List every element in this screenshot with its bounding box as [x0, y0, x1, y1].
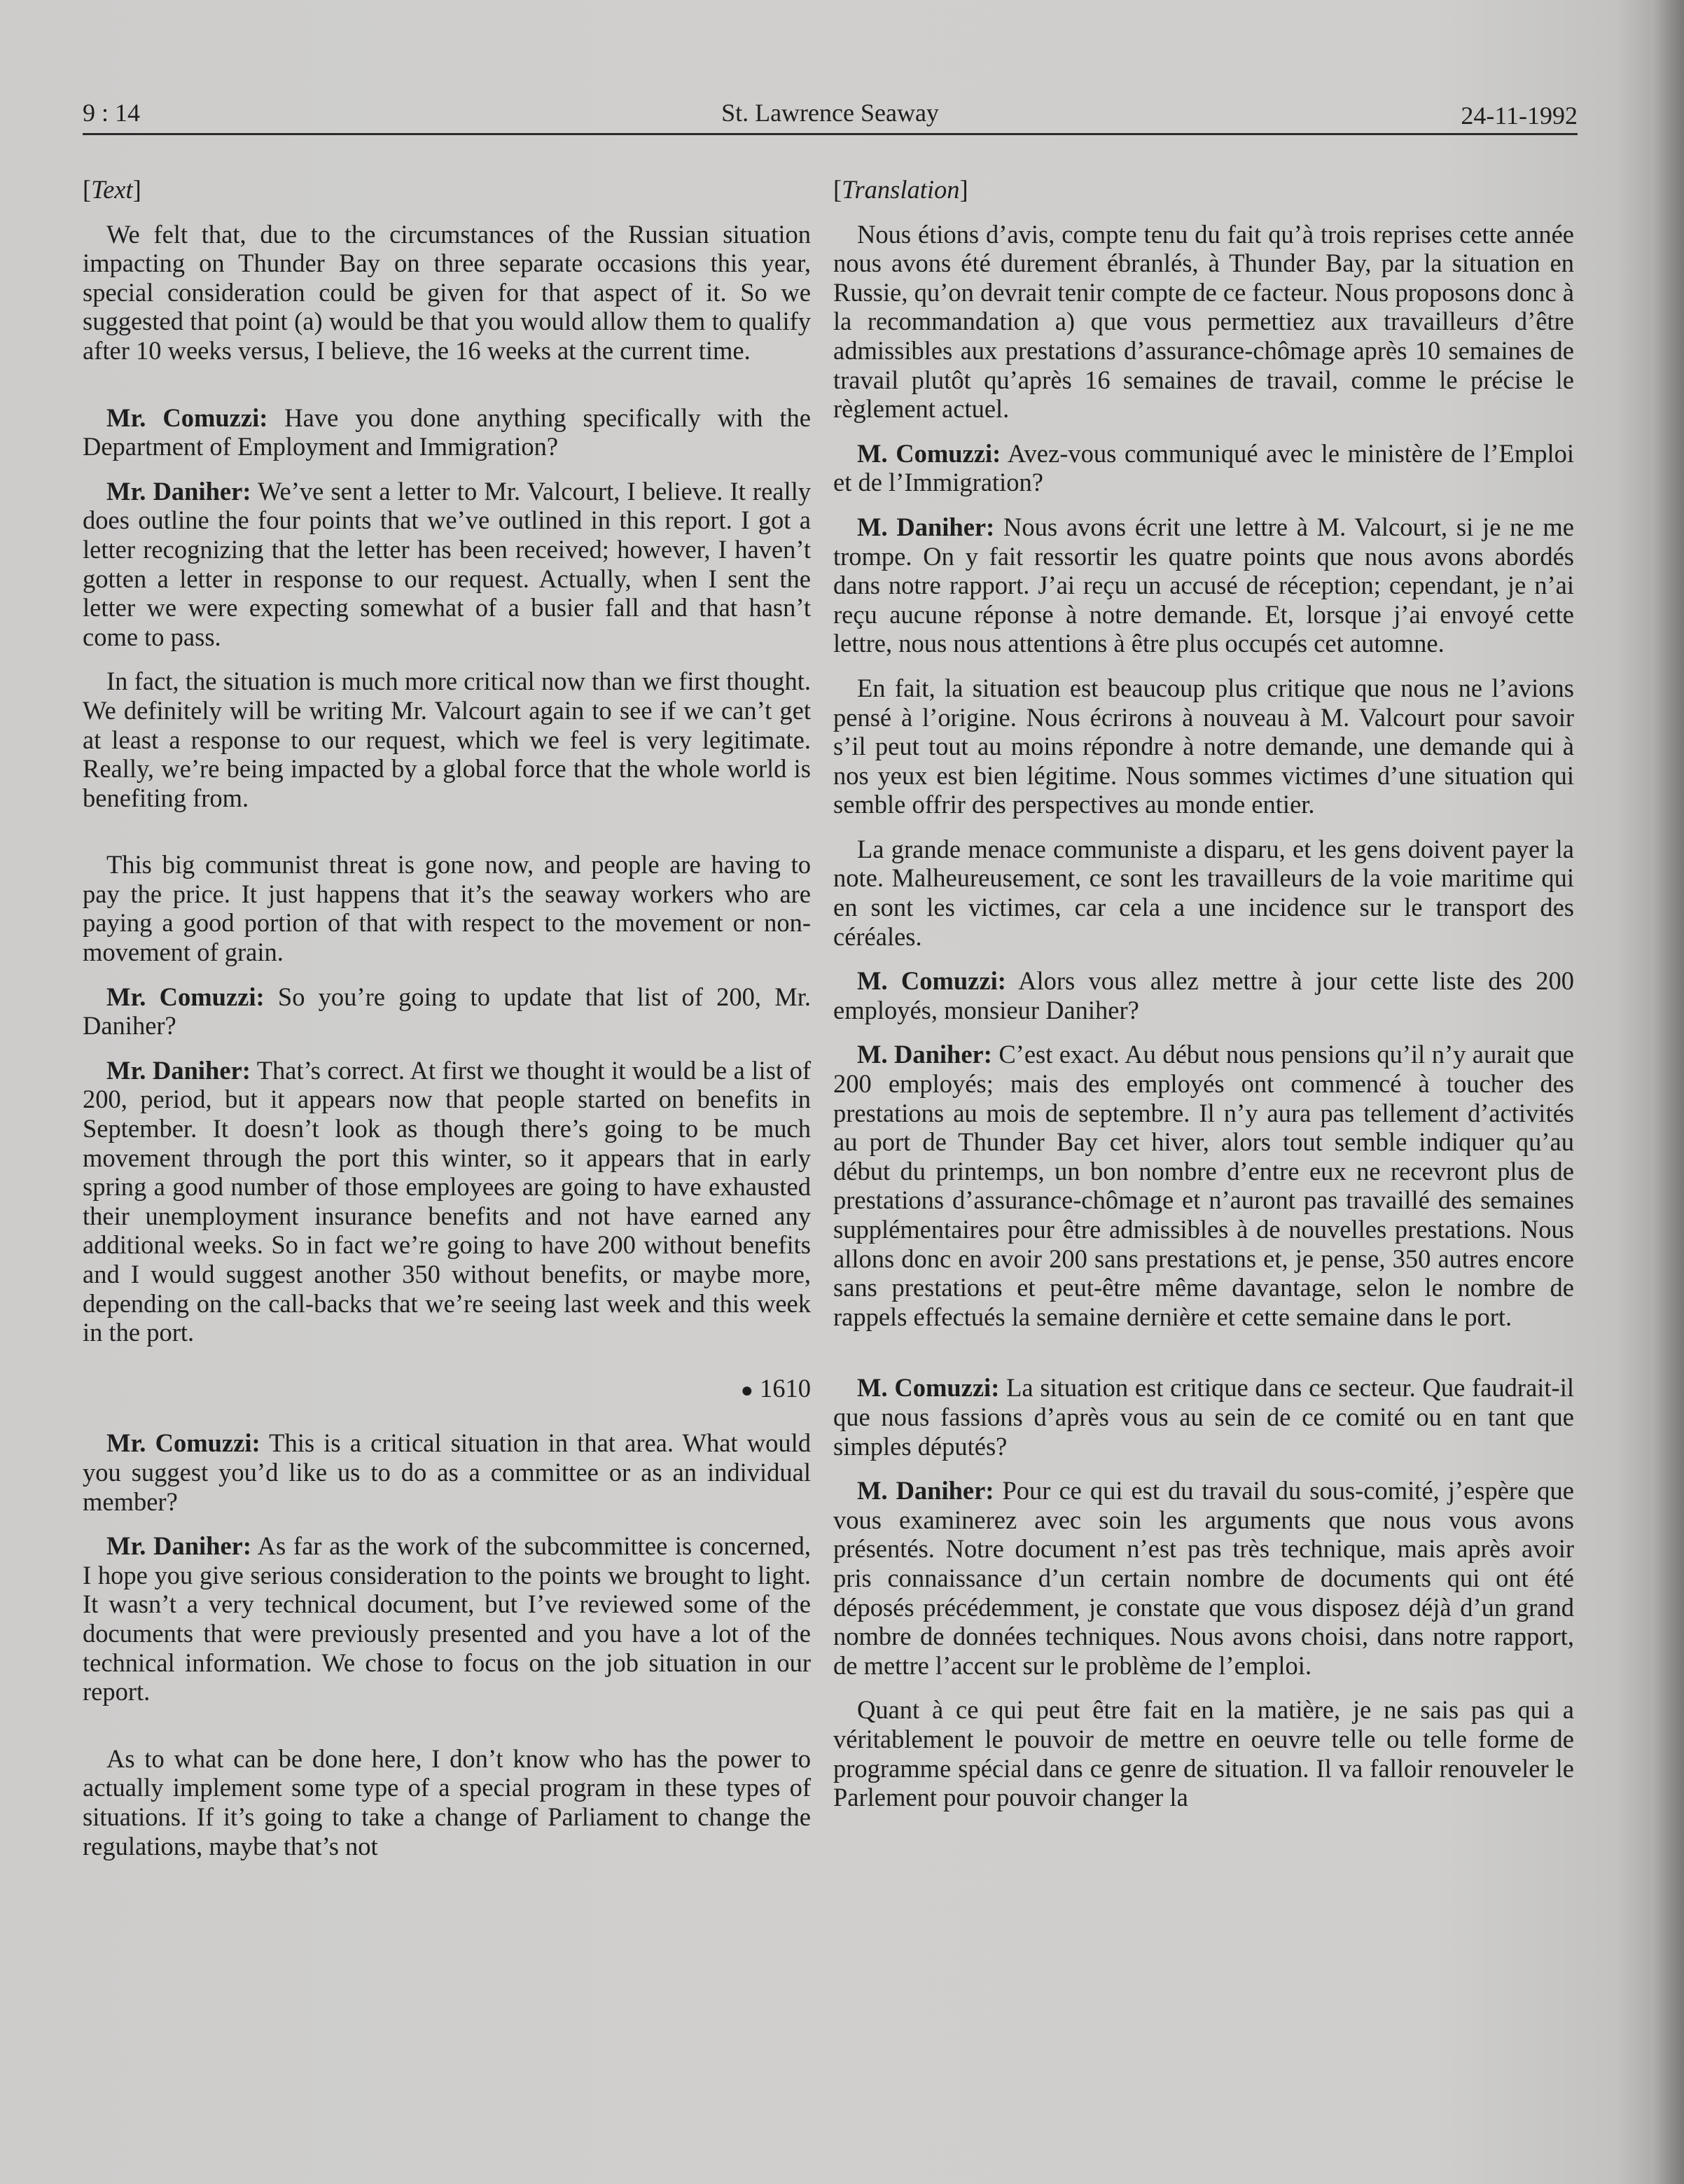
english-column — [83, 175, 811, 1876]
speaker-paragraph: Mr. Comuzzi: So you’re going to update that list of 200, Mr. Daniher? — [83, 982, 811, 1041]
speaker-name: Mr. Daniher: — [106, 476, 251, 506]
paragraph: Quant à ce qui peut être fait en la matière, je ne sais pas qui a véritablement le pouvoir de mettre en oeuvre telle ou telle forme de programme spécial dans ce genre de situation. Il va falloir renouveler le Parlement pour pouvoir changer la — [833, 1695, 1574, 1812]
paragraph: We felt that, due to the circumstances of the Russian situation impacting on Thunder Bay on three separate occasions this year, special consideration could be given for that aspect of it. So we suggested that point (a) would be that you would allow them to qualify after 10 weeks versus, I believe, the 16 weeks at the current time. — [83, 219, 811, 365]
speaker-name: M. Daniher: — [857, 512, 995, 541]
speaker-paragraph: M. Daniher: C’est exact. Au début nous pensions qu’il n’y aurait que 200 employés; mais des employés ont commencé à toucher des prestations au mois de septembre. Il n’y aura pas tellement d’activités au port de Thunder Bay cet hiver, alors tout semble indiquer qu’au début du printemps, un bon nombre d’entre eux ne recevront plus de prestations d’assurance-chômage et n’auront pas travaillé des semaines supplémentaires pour être admissibles à de nouvelles prestations. Nous allons donc en avoir 200 sans prestations et, je pense, 350 autres encore sans prestations et peut-être même davantage, selon le nombre de rappels effectués la semaine dernière et cette semaine dans le port. — [833, 1040, 1575, 1331]
speaker-name: Mr. Comuzzi: — [106, 403, 268, 432]
speaker-paragraph: M. Daniher: Pour ce qui est du travail du sous-comité, j’espère que vous examinerez avec soin les arguments que nous vous avons présentés. Notre document n’est pas très technique, mais après avoir pris connaissance d’un certain nombre de documents qui ont été déposés précédemment, je constate que vous disposez déjà d’un grand nombre de données techniques. Nous avons choisi, dans notre rapport, de mettre l’accent sur le problème de l’emploi. — [833, 1476, 1574, 1680]
speaker-paragraph: Mr. Daniher: That’s correct. At first we thought it would be a list of 200, period, but it appears now that people started on benefits in September. It doesn’t look as though there’s going to be much movement through the port this winter, so it appears that in early spring a good number of those employees are going to have exhausted their unemployment insurance benefits and not have earned any additional weeks. So in fact we’re going to have 200 without benefits and I would suggest another 350 without benefits, or maybe more, depending on the call-backs that we’re seeing last week and this week in the port. — [83, 1055, 811, 1347]
speaker-paragraph: M. Comuzzi: Avez-vous communiqué avec le ministère de l’Emploi et de l’Immigration? — [833, 438, 1575, 497]
paragraph: En fait, la situation est beaucoup plus critique que nous ne l’avions pensé à l’origine. Nous écrirons à nouveau à M. Valcourt pour savoir s’il peut tout au moins répondre à notre demande, une demande qui à nos yeux est bien légitime. Nous sommes victimes d’une situation qui semble offrir des perspectives au monde entier. — [833, 673, 1574, 819]
running-header — [83, 91, 1578, 135]
speaker-name: Mr. Comuzzi: — [106, 982, 265, 1011]
translation-tag: [Translation] — [833, 175, 968, 204]
speaker-name: M. Daniher: — [857, 1040, 992, 1069]
speaker-paragraph: M. Comuzzi: Alors vous allez mettre à jour cette liste des 200 employés, monsieur Daniher? — [833, 966, 1574, 1024]
speaker-name: M. Comuzzi: — [857, 1373, 1000, 1403]
paragraph: As to what can be done here, I don’t know who has the power to actually implement some type of a special program in these types of situations. If it’s going to take a change of Parliament to change the regulations, maybe that’s not — [83, 1744, 811, 1860]
speaker-paragraph: M. Comuzzi: La situation est critique dans ce secteur. Que faudrait-il que nous fassions d’après vous au sein de ce comité ou en tant que simples députés? — [833, 1373, 1574, 1461]
paragraph: This big communist threat is gone now, and people are having to pay the price. It just happens that it’s the seaway workers who are paying a good portion of that with respect to the movement or non-movement of grain. — [83, 850, 811, 967]
time-marker: ● 1610 — [740, 1373, 811, 1403]
speaker-name: M. Comuzzi: — [857, 966, 1006, 996]
speaker-name: Mr. Daniher: — [106, 1055, 251, 1085]
speaker-paragraph: Mr. Comuzzi: Have you done anything specifically with the Department of Employment and Immigration? — [83, 403, 812, 461]
speaker-paragraph: Mr. Comuzzi: This is a critical situation in that area. What would you suggest you’d like us to do as a committee or as an individual member? — [83, 1428, 812, 1516]
header-date: 24-11-1992 — [1461, 102, 1578, 130]
paragraph: In fact, the situation is much more critical now than we first thought. We definitely will be writing Mr. Valcourt again to see if we can’t get at least a response to our request, which we feel is very legitimate. Really, we’re being impacted by a global force that the whole world is benefiting from. — [83, 667, 811, 812]
page-number: 9 : 14 — [83, 99, 141, 127]
speaker-paragraph: M. Daniher: Nous avons écrit une lettre à M. Valcourt, si je ne me trompe. On y fait ressortir les quatre points que nous avons abordés dans notre rapport. J’ai reçu un accusé de réception; cependant, je n’ai reçu aucune réponse à notre demande. Et, lorsque j’ai envoyé cette lettre, nous nous attentions à être plus occupés cet automne. — [833, 512, 1574, 658]
speaker-name: M. Comuzzi: — [857, 438, 1001, 468]
page-binding-shadow — [1650, 0, 1684, 2184]
speaker-name: Mr. Daniher: — [106, 1531, 252, 1561]
text-tag: [Text] — [83, 175, 141, 204]
speaker-paragraph: Mr. Daniher: We’ve sent a letter to Mr. Valcourt, I believe. It really does outline the four points that we’ve outlined in this report. I got a letter recognizing that the letter has been received; however, I haven’t gotten a letter in response to our request. Actually, when I sent the letter we were expecting somewhat of a busier fall and that hasn’t come to pass. — [83, 476, 811, 651]
paragraph: La grande menace communiste a disparu, et les gens doivent payer la note. Malheureusement, ce sont les travailleurs de la voie maritime qui en sont les victimes, car cela a une incidence sur le transport des céréales. — [833, 834, 1574, 951]
bullet-icon: ● — [740, 1378, 753, 1402]
publication-title: St. Lawrence Seaway — [721, 99, 939, 127]
speaker-name: M. Daniher: — [857, 1476, 994, 1505]
speaker-name: Mr. Comuzzi: — [106, 1428, 260, 1458]
french-column — [833, 175, 1574, 1828]
paragraph: Nous étions d’avis, compte tenu du fait qu’à trois reprises cette année nous avons été durement ébranlés, à Thunder Bay, par la situation en Russie, qu’on devrait tenir compte de ce facteur. Nous proposons donc à la recommandation a) que vous permettiez aux travailleurs d’être admissibles aux prestations d’assurance-chômage après 10 semaines de travail plutôt qu’après 16 semaines de travail, comme le précise le règlement actuel. — [833, 219, 1574, 424]
speaker-paragraph: Mr. Daniher: As far as the work of the subcommittee is concerned, I hope you give serious consideration to the points we brought to light. It wasn’t a very technical document, but I’ve reviewed some of the documents that were previously presented and you have a lot of the technical information. We chose to focus on the job situation in our report. — [83, 1531, 811, 1706]
